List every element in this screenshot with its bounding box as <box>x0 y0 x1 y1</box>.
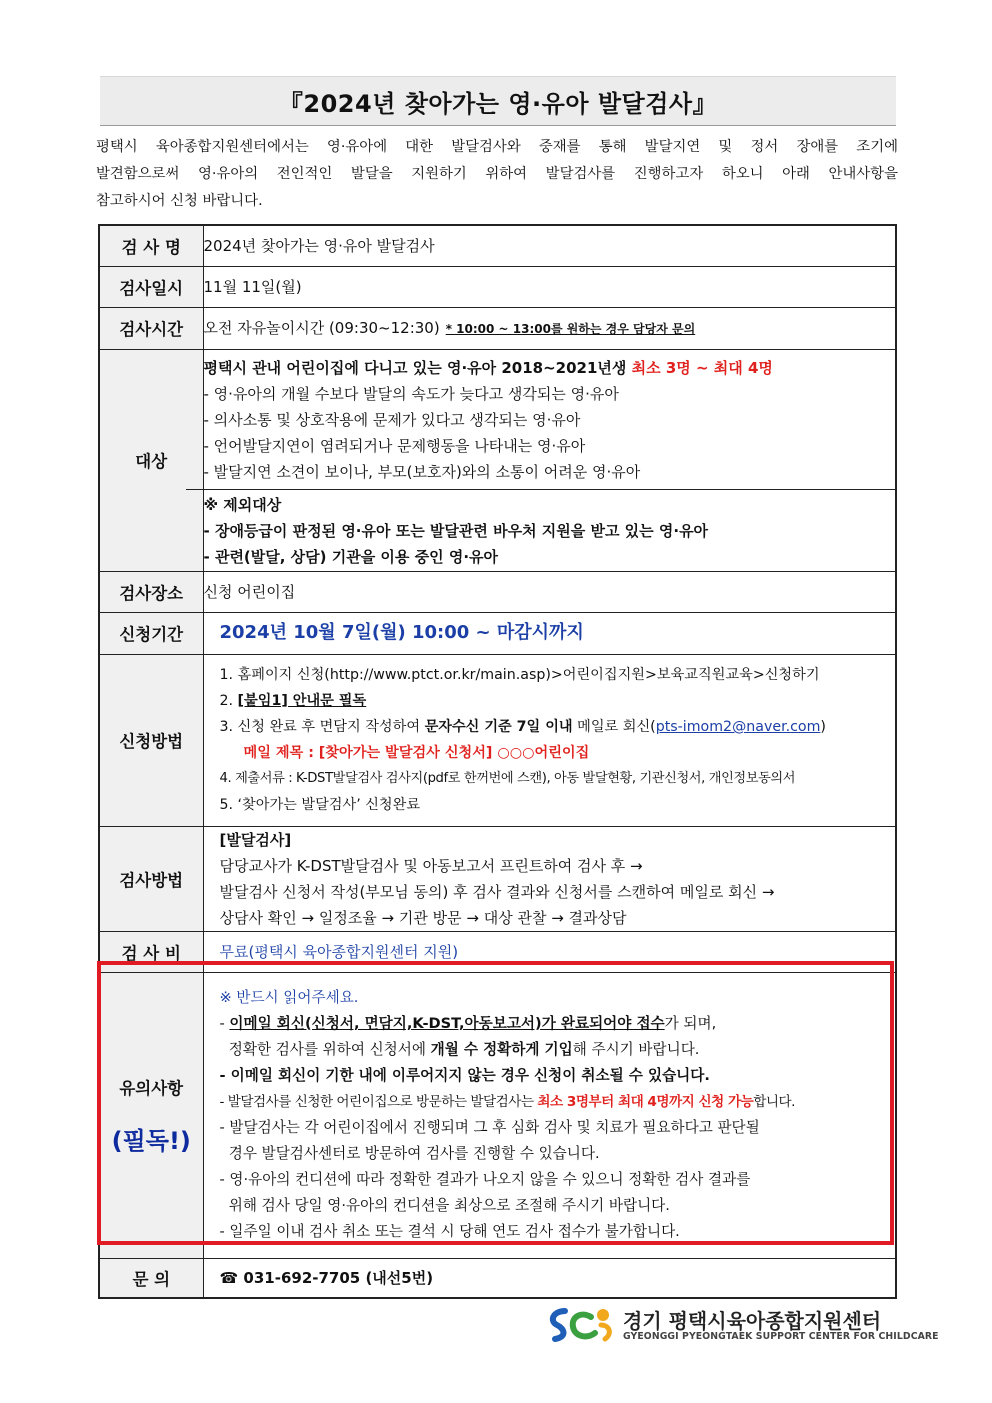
row-exam-date <box>99 266 896 307</box>
email-link[interactable]: pts-imom2@naver.com <box>655 719 821 735</box>
exam-time-note: * 10:00 ~ 13:00를 원하는 경우 담당자 문의 <box>445 321 696 336</box>
exclude-item: - 장애등급이 판정된 영·유아 또는 발달관련 바우처 지원을 받고 있는 영·유아 <box>203 521 709 540</box>
exam-time-text: 오전 자유놀이시간 (09:30~12:30) <box>203 318 440 337</box>
method-mail-subject: 메일 제목 : [찾아가는 발달검사 신청서] ○○○어린이집 <box>243 745 590 761</box>
target-divider <box>186 489 896 490</box>
exam-method-line: 발달검사 신청서 작성(부모님 동의) 후 검사 결과와 신청서를 스캔하여 메일로 회신 → <box>219 882 775 901</box>
row-place <box>99 571 896 612</box>
row-contact <box>99 1258 896 1298</box>
must-read-label: (필독!) <box>111 1126 191 1155</box>
label-apply-method: 신청방법 <box>99 654 203 826</box>
notice-item: - 영·유아의 컨디션에 따라 정확한 결과가 나오지 않을 수 있으니 정확한 검사 결과를 <box>219 1171 751 1188</box>
value-exam-name: 2024년 찾아가는 영·유아 발달검사 <box>203 225 896 266</box>
label-exam-time: 검사시간 <box>99 307 203 349</box>
notice-item: 정확한 검사를 위하여 신청서에 개월 수 정확하게 기입해 주시기 바랍니다. <box>219 1041 700 1058</box>
notice-item: - 발달검사는 각 어린이집에서 진행되며 그 후 심화 검사 및 치료가 필요하다고 판단될 <box>219 1119 760 1136</box>
notice-item: - 일주일 이내 검사 취소 또는 결석 시 당해 연도 검사 접수가 불가합니다. <box>219 1223 680 1240</box>
value-target <box>203 349 896 571</box>
row-apply-method <box>99 654 896 826</box>
center-name-en: GYEONGGI PYEONGTAEK SUPPORT CENTER FOR CHILDCARE <box>623 1331 939 1342</box>
notice-item: - 이메일 회신이 기한 내에 이루어지지 않는 경우 신청이 취소될 수 있습니다. <box>219 1067 710 1084</box>
label-place: 검사장소 <box>99 571 203 612</box>
target-headline: 평택시 관내 어린이집에 다니고 있는 영·유아 2018~2021년생 최소 3명 ~ 최대 4명 <box>203 358 773 377</box>
target-item: - 의사소통 및 상호작용에 문제가 있다고 생각되는 영·유아 <box>203 410 581 429</box>
value-exam-time <box>203 307 896 349</box>
notice-item: - 이메일 회신(신청서, 면담지,K-DST,아동보고서)가 완료되어야 접수가 되며, <box>219 1015 717 1032</box>
center-name-ko: 경기 평택시육아종합지원센터 <box>623 1309 882 1333</box>
label-fee: 검 사 비 <box>99 931 203 972</box>
notice-item: 경우 발달검사센터로 방문하여 검사를 진행할 수 있습니다. <box>219 1145 600 1162</box>
value-contact: ☎ 031-692-7705 (내선5번) <box>203 1258 896 1298</box>
method-step-3: 3. 신청 완료 후 면담지 작성하여 문자수신 기준 7일 이내 메일로 회신(pts-imom2@naver.com) <box>219 719 826 735</box>
exam-method-line: 상담사 확인 → 일정조율 → 기관 방문 → 대상 관찰 → 결과상담 <box>219 908 627 927</box>
target-headline-count: 최소 3명 ~ 최대 4명 <box>631 358 773 377</box>
method-step-4: 4. 제출서류 : K-DST발달검사 검사지(pdf로 한꺼번에 스캔), 아동 발달현황, 기관신청서, 개인정보동의서 <box>219 771 796 786</box>
intro-line: 참고하시어 신청 바랍니다. <box>96 193 263 209</box>
info-table <box>98 224 897 1299</box>
value-place: 신청 어린이집 <box>203 571 896 612</box>
label-notice <box>99 972 203 1258</box>
label-exam-date: 검사일시 <box>99 266 203 307</box>
method-step-5: 5. ‘찾아가는 발달검사’ 신청완료 <box>219 797 421 813</box>
center-logo-icon <box>545 1303 617 1347</box>
notice-head: ※ 반드시 읽어주세요. <box>219 989 359 1006</box>
row-notice <box>99 972 896 1258</box>
value-exam-method <box>203 826 896 931</box>
value-notice <box>203 972 896 1258</box>
page-title: 『2024년 찾아가는 영·유아 발달검사』 <box>100 76 896 126</box>
value-apply-method <box>203 654 896 826</box>
label-contact: 문 의 <box>99 1258 203 1298</box>
intro-line: 평택시 육아종합지원센터에서는 영·유아에 대한 발달검사와 중재를 통해 발달지연 및 정서 장애를 조기에 <box>96 139 898 155</box>
target-item: - 영·유아의 개월 수보다 발달의 속도가 늦다고 생각되는 영·유아 <box>203 384 619 403</box>
notice-label: 유의사항 <box>119 1078 184 1098</box>
exclude-item: - 관련(발달, 상담) 기관을 이용 중인 영·유아 <box>203 547 499 566</box>
value-period: 2024년 10월 7일(월) 10:00 ~ 마감시까지 <box>203 612 896 654</box>
target-item: - 발달지연 소견이 보이나, 부모(보호자)와의 소통이 어려운 영·유아 <box>203 462 641 481</box>
intro-paragraph <box>96 134 898 215</box>
row-period <box>99 612 896 654</box>
row-target <box>99 349 896 571</box>
row-fee <box>99 931 896 972</box>
row-exam-time <box>99 307 896 349</box>
label-exam-name: 검 사 명 <box>99 225 203 266</box>
exam-method-line: 담당교사가 K-DST발달검사 및 아동보고서 프린트하여 검사 후 → <box>219 856 643 875</box>
label-target: 대상 <box>99 349 203 571</box>
notice-item: - 발달검사를 신청한 어린이집으로 방문하는 발달검사는 최소 3명부터 최대 4명까지 신청 가능합니다. <box>219 1094 795 1110</box>
value-fee: 무료(평택시 육아종합지원센터 지원) <box>203 931 896 972</box>
row-exam-method <box>99 826 896 931</box>
label-period: 신청기간 <box>99 612 203 654</box>
exclude-title: ※ 제외대상 <box>203 495 282 514</box>
notice-item: 위해 검사 당일 영·유아의 컨디션을 최상으로 조절해 주시기 바랍니다. <box>219 1197 670 1214</box>
center-logo <box>545 1303 939 1347</box>
exam-method-title: [발달검사] <box>219 830 292 849</box>
row-exam-name <box>99 225 896 266</box>
target-item: - 언어발달지연이 염려되거나 문제행동을 나타내는 영·유아 <box>203 436 586 455</box>
method-step-1: 1. 홈페이지 신청(http://www.ptct.or.kr/main.asp)>어린이집지원>보육교직원교육>신청하기 <box>219 667 820 683</box>
value-exam-date: 11월 11일(월) <box>203 266 896 307</box>
method-step-2: 2. [붙임1] 안내문 필독 <box>219 693 367 709</box>
intro-line: 발견함으로써 영·유아의 전인적인 발달을 지원하기 위하여 발달검사를 진행하고자 하오니 아래 안내사항을 <box>96 166 898 182</box>
label-exam-method: 검사방법 <box>99 826 203 931</box>
